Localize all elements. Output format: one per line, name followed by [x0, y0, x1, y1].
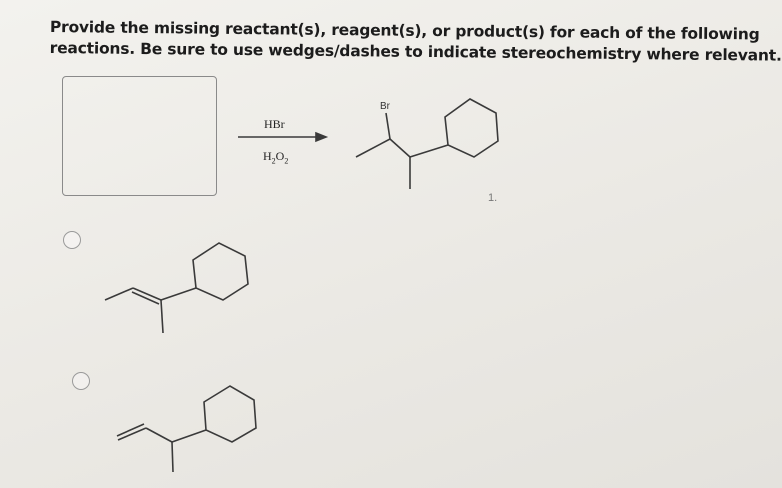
option-2-structure: [116, 380, 266, 480]
option-1-radio[interactable]: [63, 231, 81, 249]
question-prompt: [49, 17, 782, 66]
product-br-label: Br: [380, 101, 390, 112]
option-1-cyclohexane-ring: [193, 243, 248, 300]
stray-mark: 1.: [488, 192, 498, 204]
reactant-answer-box[interactable]: [62, 76, 217, 196]
reaction-arrow: [236, 130, 328, 144]
product-cyclohexane-ring: [445, 99, 498, 157]
question-line-1: Provide the missing reactant(s), reagent(s), or product(s) for each of the following: [49, 17, 760, 44]
option-1-structure: [103, 238, 253, 338]
option-2-radio[interactable]: [72, 372, 90, 390]
reagent-peroxide: $H_2O_2$: [263, 149, 289, 166]
product-structure: [350, 85, 510, 195]
option-2-cyclohexane-ring: [204, 386, 256, 442]
reagent-hbr: HBr: [264, 117, 285, 131]
question-line-2: reactions. Be sure to use wedges/dashes to indicate stereochemistry where relevant.: [49, 38, 782, 65]
